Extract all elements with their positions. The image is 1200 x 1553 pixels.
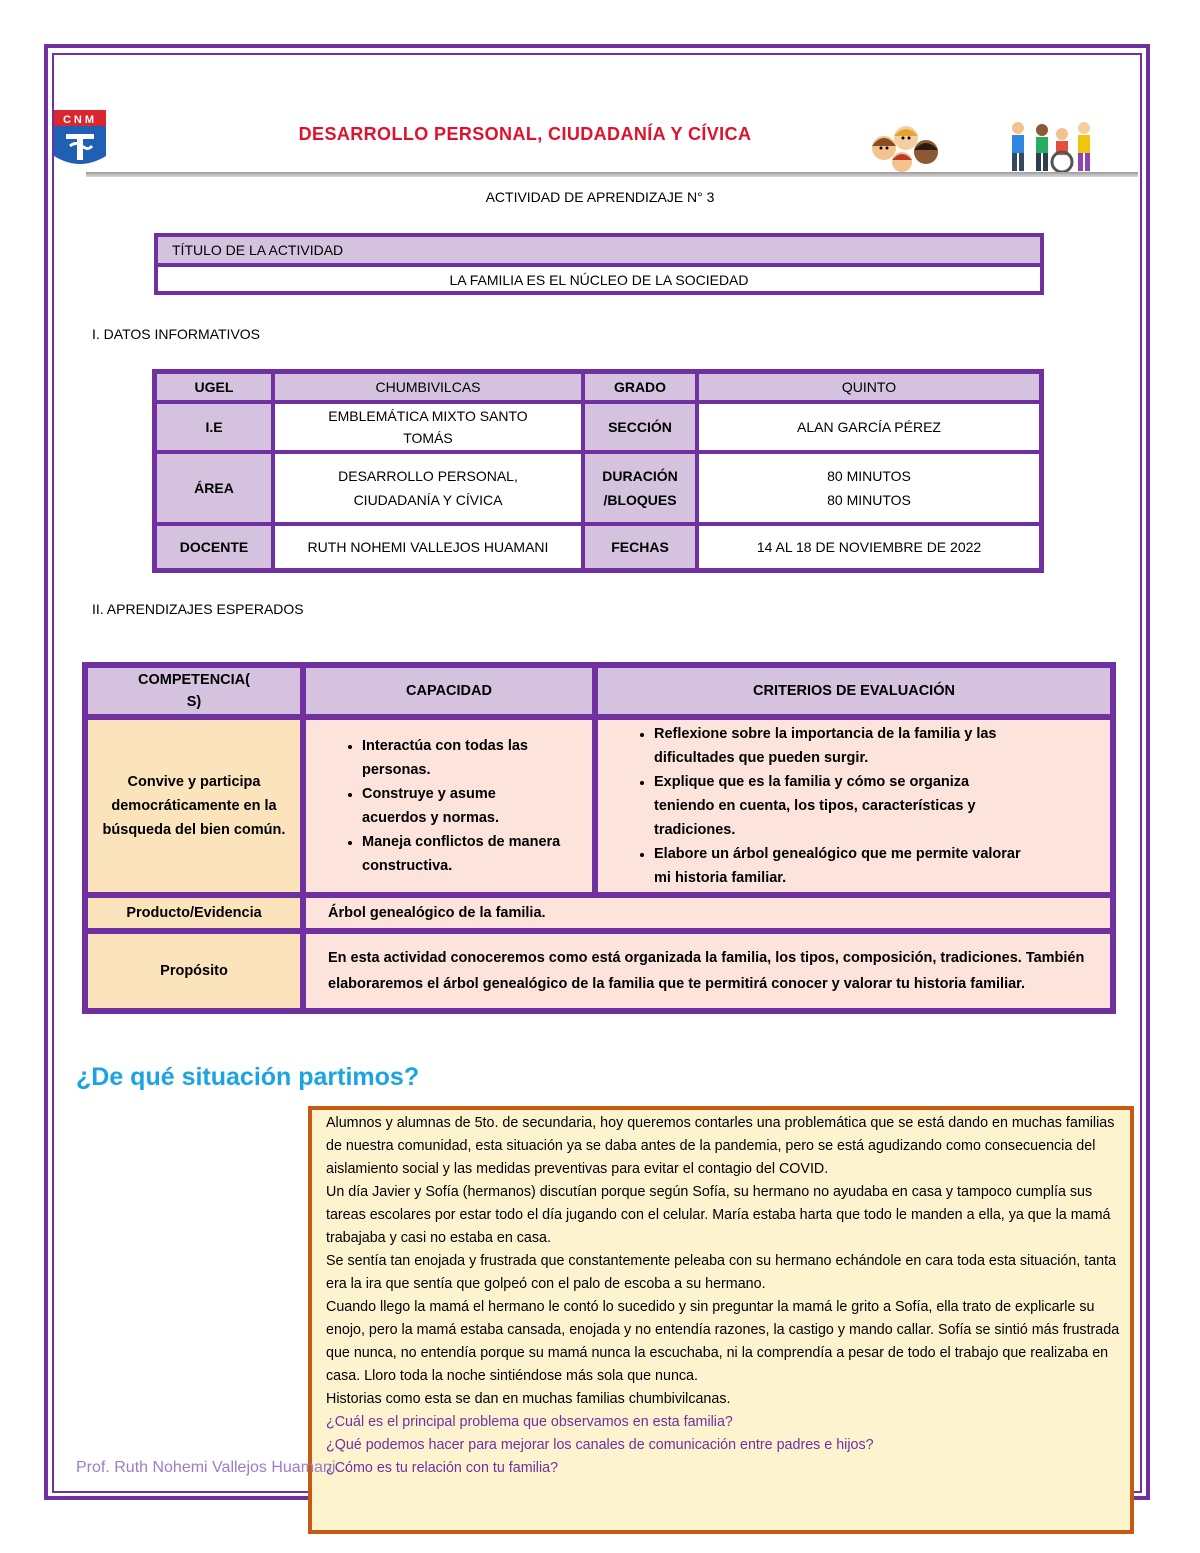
duracion-value bbox=[697, 452, 1041, 524]
children-faces-icon bbox=[868, 118, 944, 176]
list-item: • Reflexione sobre la importancia de la familia y las dificultades que pueden surgir. bbox=[654, 722, 1030, 770]
fechas-label: FECHAS bbox=[583, 524, 697, 570]
producto-value: Árbol genealógico de la familia. bbox=[303, 895, 1113, 931]
ugel-label: UGEL bbox=[155, 372, 273, 402]
datos-heading: I. DATOS INFORMATIVOS bbox=[92, 326, 261, 342]
story-paragraph: Historias como esta se dan en muchas familias chumbivilcanas. bbox=[326, 1391, 731, 1407]
area-value-line1: DESARROLLO PERSONAL, bbox=[338, 468, 518, 484]
situacion-story-box bbox=[308, 1106, 1134, 1534]
course-title: DESARROLLO PERSONAL, CIUDADANÍA Y CÍVICA bbox=[298, 124, 752, 144]
story-paragraph: Se sentía tan enojada y frustrada que constantemente peleaba con su hermano echándole en cara toda esta situación, tanta era la ira que sentía que golpeó con el palo de escoba a su hermano. bbox=[326, 1253, 1117, 1292]
table-row bbox=[85, 665, 1113, 717]
docente-value: RUTH NOHEMI VALLEJOS HUAMANI bbox=[273, 524, 583, 570]
story-paragraph: Cuando llego la mamá el hermano le contó lo sucedido y sin preguntar la mamá le grito a Sofía, ella trato de explicarle su enojo, pero la mamá estaba cansada, enojada y no entendía razones, la castigo y mando callar. Sofía se sintió más frustrada que nunca, no entendía porque su mamá nunca la escuchaba, ni la comprendía a pesar de todo el trabajo que realizaba en casa. Lloro toda la noche sintiéndose más sola que nunca. bbox=[326, 1299, 1120, 1384]
ugel-value: CHUMBIVILCAS bbox=[273, 372, 583, 402]
duracion-label-line1: DURACIÓN bbox=[602, 468, 678, 484]
docente-label: DOCENTE bbox=[155, 524, 273, 570]
area-value-line2: CIUDADANÍA Y CÍVICA bbox=[353, 492, 503, 508]
table-row bbox=[155, 402, 1041, 452]
reflection-question: ¿Qué podemos hacer para mejorar los canales de comunicación entre padres e hijos? bbox=[326, 1437, 874, 1453]
list-item: • Construye y asume acuerdos y normas. bbox=[362, 782, 562, 830]
activity-number: ACTIVIDAD DE APRENDIZAJE N° 3 bbox=[485, 189, 715, 205]
situacion-heading: ¿De qué situación partimos? bbox=[76, 1063, 420, 1091]
competencia-header bbox=[85, 665, 303, 717]
duracion-label-line2: /BLOQUES bbox=[603, 492, 677, 508]
grado-label: GRADO bbox=[583, 372, 697, 402]
reflection-question: ¿Cómo es tu relación con tu familia? bbox=[326, 1460, 559, 1476]
competencia-header-line1: COMPETENCIA( bbox=[138, 672, 250, 688]
duracion-value-line2: 80 MINUTOS bbox=[827, 492, 911, 508]
criterios-header: CRITERIOS DE EVALUACIÓN bbox=[595, 665, 1113, 717]
reflection-question: ¿Cuál es el principal problema que observamos en esta familia? bbox=[326, 1414, 733, 1430]
fechas-value: 14 AL 18 DE NOVIEMBRE DE 2022 bbox=[697, 524, 1041, 570]
competencia-header-line2: S) bbox=[186, 694, 202, 710]
aprendizajes-heading: II. APRENDIZAJES ESPERADOS bbox=[92, 601, 304, 617]
header-divider bbox=[86, 172, 1138, 177]
duracion-value-line1: 80 MINUTOS bbox=[827, 468, 911, 484]
capacidad-header: CAPACIDAD bbox=[303, 665, 595, 717]
story-paragraph: Alumnos y alumnas de 5to. de secundaria, hoy queremos contarles una problemática que se está dando en muchas familias de nuestra comunidad, esta situación ya se daba antes de la pandemia, pero se está agudizando como consecuencia del aislamiento social y las medidas preventivas para evitar el contagio del COVID. bbox=[326, 1115, 1115, 1177]
school-logo bbox=[52, 110, 108, 168]
activity-title-box bbox=[154, 233, 1044, 295]
proposito-value: En esta actividad conoceremos como está organizada la familia, los tipos, composición, tradiciones. También elaboraremos el árbol genealógico de la familia que te permitirá conocer y valorar tu historia familiar. bbox=[303, 931, 1113, 1011]
criterios-cell bbox=[595, 717, 1113, 895]
proposito-label: Propósito bbox=[85, 931, 303, 1011]
activity-title-label: TÍTULO DE LA ACTIVIDAD bbox=[158, 237, 1040, 267]
producto-label: Producto/Evidencia bbox=[85, 895, 303, 931]
grado-value: QUINTO bbox=[697, 372, 1041, 402]
capacidad-cell bbox=[303, 717, 595, 895]
table-row bbox=[155, 452, 1041, 524]
list-item: • Elabore un árbol genealógico que me permite valorar mi historia familiar. bbox=[654, 842, 1030, 890]
list-item: • Maneja conflictos de manera constructiva. bbox=[362, 830, 562, 878]
ie-value: EMBLEMÁTICA MIXTO SANTO TOMÁS bbox=[273, 402, 583, 452]
activity-title-value: LA FAMILIA ES EL NÚCLEO DE LA SOCIEDAD bbox=[449, 272, 749, 288]
table-row bbox=[155, 372, 1041, 402]
table-row bbox=[85, 931, 1113, 1011]
aprendizajes-table bbox=[82, 662, 1116, 1014]
ie-label: I.E bbox=[155, 402, 273, 452]
list-item: • Explique que es la familia y cómo se organiza teniendo en cuenta, los tipos, características y tradiciones. bbox=[654, 770, 1030, 842]
area-value bbox=[273, 452, 583, 524]
datos-table bbox=[152, 369, 1044, 573]
table-row bbox=[85, 717, 1113, 895]
svg-text:CNM: CNM bbox=[62, 114, 98, 126]
area-label: ÁREA bbox=[155, 452, 273, 524]
duracion-label bbox=[583, 452, 697, 524]
footer-teacher-name: Prof. Ruth Nohemi Vallejos Huamani bbox=[76, 1459, 336, 1476]
table-row bbox=[155, 524, 1041, 570]
seccion-value: ALAN GARCÍA PÉREZ bbox=[697, 402, 1041, 452]
competencia-cell: Convive y participa democráticamente en la búsqueda del bien común. bbox=[85, 717, 303, 895]
seccion-label: SECCIÓN bbox=[583, 402, 697, 452]
list-item: • Interactúa con todas las personas. bbox=[362, 734, 562, 782]
table-row bbox=[85, 895, 1113, 931]
story-paragraph: Un día Javier y Sofía (hermanos) discutían porque según Sofía, su hermano no ayudaba en casa y tampoco cumplía sus tareas escolares por estar todo el día jugando con el celular. María estaba harta que todo le manden a ella, ya que la mamá trabajaba y casi no estaba en casa. bbox=[326, 1184, 1111, 1246]
capacidad-list bbox=[306, 734, 562, 878]
children-group-icon bbox=[1004, 118, 1098, 176]
criterios-list bbox=[598, 722, 1030, 890]
